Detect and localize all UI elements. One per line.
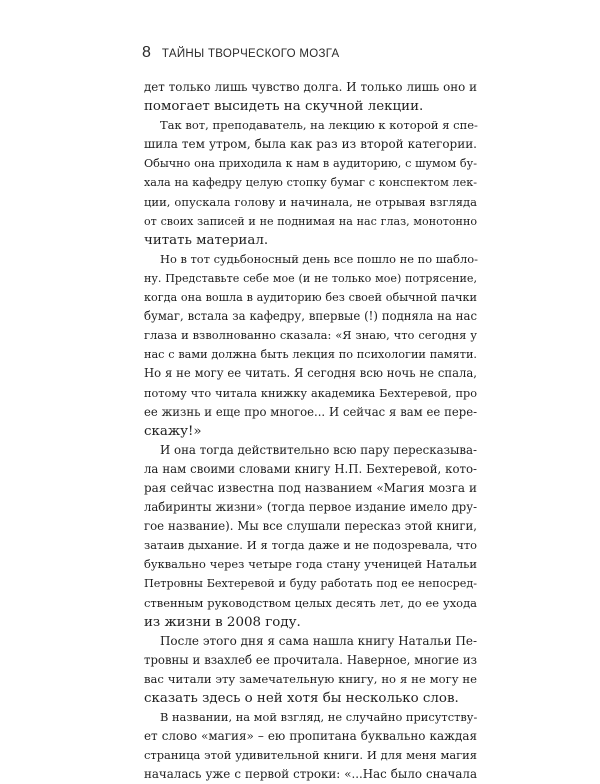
text-line: читать материал.	[144, 232, 269, 248]
paragraph	[144, 116, 477, 250]
text-line: Обычно она приходила к нам в аудиторию, с шумом бу-	[144, 157, 477, 171]
paragraph	[144, 441, 477, 632]
text-line: ет слово «магия» – ею пропитана буквально каждая	[144, 729, 477, 744]
text-line: когда она вошла в аудиторию без своей обычной пачки	[144, 291, 477, 305]
body-text	[144, 78, 477, 784]
text-line: В названии, на мой взгляд, не случайно присутству-	[160, 710, 478, 725]
text-line: Петровны Бехтеревой и буду работать под ее непосред-	[144, 577, 477, 591]
text-line: затаив дыхание. И я тогда даже и не подозревала, что	[144, 538, 477, 553]
text-line: хала на кафедру целую стопку бумаг с конспектом лек-	[144, 176, 477, 190]
text-line: ции, опускала голову и начинала, не отрывая взгляда	[144, 194, 477, 209]
text-line: от своих записей и не поднимая на нас глаз, монотонно	[144, 214, 477, 228]
text-line: гое название). Мы все слушали пересказ этой книги,	[144, 519, 477, 534]
text-line: скажу!»	[144, 423, 202, 439]
text-line: буквально через четыре года стану ученицей Натальи	[144, 557, 477, 572]
text-line: И она тогда действительно всю пару пересказыва-	[160, 442, 477, 457]
text-line: потому что читала книжку академика Бехтеревой, про	[144, 386, 477, 400]
text-line: нас с вами должна быть лекция по психологии памяти.	[144, 348, 477, 362]
text-line: вас читали эту замечательную книгу, но я не могу не	[144, 671, 477, 686]
text-line: тровны и взахлеб ее прочитала. Наверное, многие из	[144, 652, 477, 667]
text-line: сказать здесь о ней хотя бы несколько слов.	[144, 691, 459, 706]
paragraph	[144, 78, 477, 116]
text-line: лабиринты жизни» (тогда первое издание имело дру-	[144, 500, 477, 515]
book-title: ТАЙНЫ ТВОРЧЕСКОГО МОЗГА	[161, 48, 340, 60]
text-line: глаза и взволнованно сказала: «Я знаю, что сегодня у	[144, 328, 477, 343]
text-line: бумаг, встала за кафедру, впервые (!) подняла на нас	[144, 309, 477, 324]
text-line: началась уже с первой строки: «...Нас было сначала	[144, 767, 477, 782]
text-line: ственным руководством целых десять лет, до ее ухода	[144, 595, 477, 610]
text-line: шила тем утром, была как раз из второй категории.	[144, 137, 477, 152]
text-line: ла нам своими словами книгу Н.П. Бехтеревой, кото-	[144, 461, 477, 476]
paragraph	[144, 708, 477, 784]
text-line: ее жизнь и еще про многое... И сейчас я вам ее пере-	[144, 404, 477, 419]
text-line: Так вот, преподаватель, на лекцию к которой я спе-	[160, 118, 478, 133]
running-head	[142, 44, 339, 62]
text-line: Но я не могу ее читать. Я сегодня всю ночь не спала,	[144, 366, 477, 381]
text-line: дет только лишь чувство долга. И только лишь оно и	[144, 80, 477, 94]
page-number: 8	[142, 44, 151, 61]
paragraph	[144, 632, 477, 708]
text-line: Но в тот судьбоносный день все пошло не по шабло-	[160, 251, 478, 266]
text-line: из жизни в 2008 году.	[144, 614, 301, 630]
text-line: страница этой удивительной книги. И для меня магия	[144, 748, 477, 763]
text-line: После этого дня я сама нашла книгу Натальи Пе-	[160, 633, 477, 648]
text-line: помогает высидеть на скучной лекции.	[144, 99, 424, 115]
text-line: рая сейчас известна под названием «Магия мозга и	[144, 480, 477, 495]
paragraph	[144, 250, 477, 441]
text-line: ну. Представьте себе мое (и не только мое) потрясение,	[144, 271, 477, 285]
